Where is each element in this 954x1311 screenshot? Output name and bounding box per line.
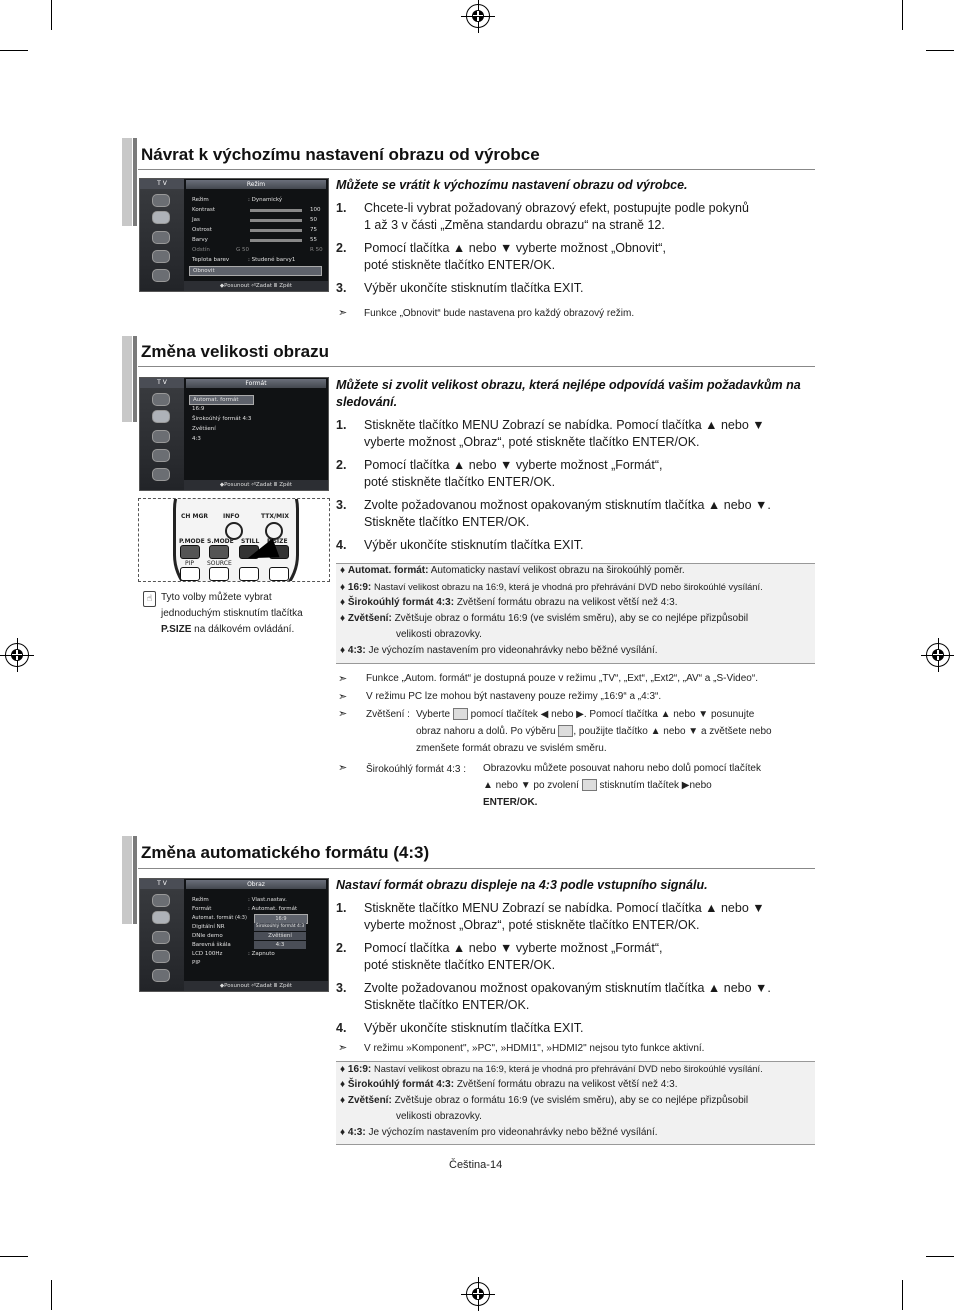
- option-item: ♦ 4:3: Je výchozím nastavením pro videonahrávky nebo běžné vysílání.: [340, 1127, 658, 1138]
- zoom-icon: [558, 725, 573, 737]
- option-item: ♦ Automat. formát: Automaticky nastaví velikost obrazu na širokoúhlý poměr.: [340, 565, 685, 576]
- osd-header: Režim: [186, 180, 326, 189]
- note-arrow-icon: ➣: [338, 306, 348, 319]
- osd-input-icon: [152, 194, 170, 207]
- step-number: 3.: [336, 498, 347, 512]
- step-text: Chcete-li vybrat požadovaný obrazový efekt, postupujte podle pokynů 1 až 3 v části „Změna standardu obrazu“ na straně 12.: [364, 201, 749, 232]
- osd-row: Kontrast 100: [192, 207, 321, 213]
- osd-channel-icon: [152, 950, 170, 963]
- remote-label: S.MODE: [207, 538, 234, 545]
- osd-sound-icon: [152, 430, 170, 443]
- section-bar: [133, 138, 137, 226]
- step-number: 2.: [336, 458, 347, 472]
- osd-row: Barevná škála 4:3: [192, 941, 231, 949]
- remote-label: PIP: [185, 560, 195, 567]
- note-arrow-icon: ➣: [338, 672, 348, 685]
- remote-label: CH MGR: [181, 513, 209, 520]
- step-text: Pomocí tlačítka ▲ nebo ▼ vyberte možnost „Formát“, poté stiskněte tlačítko ENTER/OK.: [364, 458, 663, 489]
- tip-icon: ☝: [143, 591, 156, 607]
- osd-footer: ◆Posunout ⏎Zadat Ⅲ Zpět: [184, 281, 328, 291]
- note-arrow-icon: ➣: [338, 707, 348, 720]
- section-title: Změna velikosti obrazu: [141, 342, 329, 361]
- intro-text: Můžete si zvolit velikost obrazu, která nejlépe odpovídá vašim požadavkům na sledování.: [336, 378, 801, 409]
- section-bar: [122, 836, 132, 924]
- osd-row-selected: Automat. formát: [189, 395, 254, 405]
- remote-label: SOURCE: [207, 560, 232, 567]
- section-title: Změna automatického formátu (4:3): [141, 843, 430, 862]
- osd-tv-label: T V: [140, 378, 184, 388]
- wide-icon: [582, 779, 597, 791]
- option-item: ♦ Zvětšení: Zvětšuje obraz o formátu 16:9 (ve svislém směru), aby se co nejlépe přizpůsobil velikosti obrazovky.: [340, 613, 749, 640]
- osd-row: Režim : Vlast.nastav.: [192, 897, 287, 903]
- osd-picture-icon: [152, 211, 170, 224]
- osd-row: 4:3: [192, 436, 201, 442]
- osd-tv-label: T V: [140, 879, 184, 889]
- registration-mark-icon: [466, 4, 490, 28]
- option-item: ♦ Širokoúhlý formát 4:3: Zvětšení formátu obrazu na velikost větší než 4:3.: [340, 597, 678, 608]
- osd-input-icon: [152, 894, 170, 907]
- osd-channel-icon: [152, 449, 170, 462]
- osd-tv-label: T V: [140, 179, 184, 189]
- step-text: Pomocí tlačítka ▲ nebo ▼ vyberte možnost „Obnovit“, poté stiskněte tlačítko ENTER/OK.: [364, 241, 666, 272]
- step-text: Výběr ukončíte stisknutím tlačítka EXIT.: [364, 281, 584, 295]
- step-number: 3.: [336, 981, 347, 995]
- osd-picture-icon: [152, 410, 170, 423]
- step-number: 2.: [336, 941, 347, 955]
- option-item: ♦ Zvětšení: Zvětšuje obraz o formátu 16:9 (ve svislém směru), aby se co nejlépe přizpůsobil velikosti obrazovky.: [340, 1095, 749, 1122]
- osd-row: LCD 100Hz : Zapnuto: [192, 951, 275, 957]
- osd-footer: ◆Posunout ⏎Zadat Ⅲ Zpět: [184, 981, 328, 991]
- section-bar: [133, 336, 137, 422]
- osd-header: Obraz: [186, 880, 326, 889]
- step-text: Výběr ukončíte stisknutím tlačítka EXIT.: [364, 538, 584, 552]
- osd-channel-icon: [152, 250, 170, 263]
- osd-setup-icon: [152, 969, 170, 982]
- osd-setup-icon: [152, 269, 170, 282]
- smode-key: [209, 545, 229, 559]
- note-text: Funkce „Obnovit“ bude nastavena pro každý obrazový režim.: [364, 308, 635, 319]
- note-arrow-icon: ➣: [338, 1041, 348, 1054]
- remote-key: [209, 567, 229, 581]
- osd-row: Digitální NR Širokoúhlý formát 4:3: [192, 924, 305, 930]
- registration-mark-icon: [466, 1282, 490, 1306]
- osd-picture-icon: [152, 911, 170, 924]
- remote-key: [269, 567, 289, 581]
- osd-row: Formát : Automat. formát: [192, 906, 298, 912]
- tip-text: Tyto volby můžete vybrat jednoduchým stisknutím tlačítka P.SIZE na dálkovém ovládání.: [161, 592, 303, 635]
- osd-input-icon: [152, 393, 170, 406]
- remote-control-illustration: [138, 498, 330, 582]
- intro-text: Nastaví formát obrazu displeje na 4:3 podle vstupního signálu.: [336, 878, 708, 892]
- crop-mark: [51, 0, 52, 30]
- osd-setup-icon: [152, 468, 170, 481]
- step-number: 1.: [336, 418, 347, 432]
- note-arrow-icon: ➣: [338, 690, 348, 703]
- pmode-key: [180, 545, 200, 559]
- option-item: ♦ 16:9: Nastaví velikost obrazu na 16:9, která je vhodná pro přehrávání DVD nebo širokoúhlé vysílání.: [340, 1064, 763, 1075]
- osd-row-selected: Obnovit: [189, 266, 322, 276]
- wide-label: Širokoúhlý formát 4:3 :: [366, 764, 467, 775]
- section-rule: [138, 868, 815, 869]
- option-item: ♦ Širokoúhlý formát 4:3: Zvětšení formátu obrazu na velikost větší než 4:3.: [340, 1079, 678, 1090]
- note-arrow-icon: ➣: [338, 761, 348, 774]
- osd-footer: ◆Posunout ⏎Zadat Ⅲ Zpět: [184, 480, 328, 490]
- crop-mark: [0, 1256, 28, 1257]
- section-bar: [122, 336, 132, 422]
- osd-header: Formát: [186, 379, 326, 388]
- osd-row: Širokoúhlý formát 4:3: [192, 416, 252, 422]
- crop-mark: [926, 50, 954, 51]
- tv-osd-menu: [139, 878, 329, 992]
- osd-sound-icon: [152, 231, 170, 244]
- osd-row: PIP: [192, 960, 201, 966]
- osd-row: Režim : Dynamický: [192, 197, 283, 203]
- step-text: Pomocí tlačítka ▲ nebo ▼ vyberte možnost „Formát“, poté stiskněte tlačítko ENTER/OK.: [364, 941, 663, 972]
- step-number: 2.: [336, 241, 347, 255]
- option-item: ♦ 16:9: Nastaví velikost obrazu na 16:9, která je vhodná pro přehrávání DVD nebo širokoúhlé vysílání.: [340, 582, 763, 593]
- option-item: ♦ 4:3: Je výchozím nastavením pro videonahrávky nebo běžné vysílání.: [340, 645, 658, 656]
- crop-mark: [902, 1280, 903, 1310]
- page-number: Čeština-14: [449, 1159, 503, 1171]
- section-rule: [138, 366, 815, 367]
- zoom-icon: [453, 708, 468, 720]
- osd-row: 16:9: [192, 406, 205, 412]
- section-title: Návrat k výchozímu nastavení obrazu od výrobce: [141, 145, 540, 164]
- note-text: V režimu »Komponent", »PC", »HDMI1", »HDMI2" nejsou tyto funkce aktivní.: [364, 1043, 705, 1054]
- remote-key: [180, 567, 200, 581]
- tv-osd-menu: [139, 178, 329, 292]
- intro-text: Můžete se vrátit k výchozímu nastavení obrazu od výrobce.: [336, 178, 688, 192]
- osd-row: Zvětšení: [192, 426, 216, 432]
- step-text: Zvolte požadovanou možnost opakovaným stisknutím tlačítka ▲ nebo ▼. Stiskněte tlačítko ENTER/OK.: [364, 981, 771, 1012]
- section-bar: [122, 138, 132, 226]
- note-text: V režimu PC lze mohou být nastaveny pouze režimy „16:9“ a „4:3“.: [366, 691, 662, 702]
- osd-sound-icon: [152, 931, 170, 944]
- crop-mark: [902, 0, 903, 30]
- zoom-text: Vyberte pomocí tlačítek ◀ nebo ▶. Pomocí tlačítka ▲ nebo ▼ posunujte obraz nahoru a dolů. Po výběru , použijte tlačítko ▲ nebo ▼ a zvětšete nebo zmenšete formát obrazu ve svislém směru.: [416, 709, 772, 754]
- osd-row: Ostrost 75: [192, 227, 317, 233]
- step-number: 3.: [336, 281, 347, 295]
- remote-label: P.SIZE: [267, 538, 288, 545]
- osd-row: Jas 50: [192, 217, 317, 223]
- osd-row: Teplota barev : Studené barvy1: [192, 257, 296, 263]
- step-text: Stiskněte tlačítko MENU Zobrazí se nabídka. Pomocí tlačítka ▲ nebo ▼ vyberte možnost „Obraz“, poté stiskněte tlačítko ENTER/OK.: [364, 418, 765, 449]
- registration-mark-icon: [926, 643, 950, 667]
- remote-label: STILL: [241, 538, 260, 545]
- osd-row: Barvy 55: [192, 237, 317, 243]
- step-number: 1.: [336, 201, 347, 215]
- remote-key: [239, 567, 259, 581]
- osd-row: Odstín G 50 R 50: [192, 247, 323, 253]
- step-number: 4.: [336, 1021, 347, 1035]
- remote-label: TTX/MIX: [261, 513, 289, 520]
- zoom-label: Zvětšení :: [366, 709, 410, 720]
- registration-mark-icon: [5, 643, 29, 667]
- crop-mark: [926, 1256, 954, 1257]
- step-number: 4.: [336, 538, 347, 552]
- remote-label: INFO: [223, 513, 240, 520]
- tv-osd-menu: [139, 377, 329, 491]
- step-text: Stiskněte tlačítko MENU Zobrazí se nabídka. Pomocí tlačítka ▲ nebo ▼ vyberte možnost „Obraz“, poté stiskněte tlačítko ENTER/OK.: [364, 901, 765, 932]
- note-text: Funkce „Autom. formát“ je dostupná pouze v režimu „TV“, „Ext“, „Ext2“, „AV“ a „S-Video“.: [366, 673, 758, 684]
- step-text: Výběr ukončíte stisknutím tlačítka EXIT.: [364, 1021, 584, 1035]
- osd-row: Automat. formát (4:3) 16:9: [192, 914, 247, 922]
- section-rule: [138, 169, 815, 170]
- step-text: Zvolte požadovanou možnost opakovaným stisknutím tlačítka ▲ nebo ▼. Stiskněte tlačítko ENTER/OK.: [364, 498, 771, 529]
- remote-label: P.MODE: [179, 538, 205, 545]
- step-number: 1.: [336, 901, 347, 915]
- section-bar: [133, 836, 137, 924]
- osd-row: DNIe demo Zvětšení: [192, 932, 223, 940]
- crop-mark: [51, 1280, 52, 1310]
- crop-mark: [0, 50, 28, 51]
- wide-text: Obrazovku můžete posouvat nahoru nebo dolů pomocí tlačítek ▲ nebo ▼ po zvolení stisknutím tlačítek ▶nebo ENTER/OK.: [483, 763, 761, 808]
